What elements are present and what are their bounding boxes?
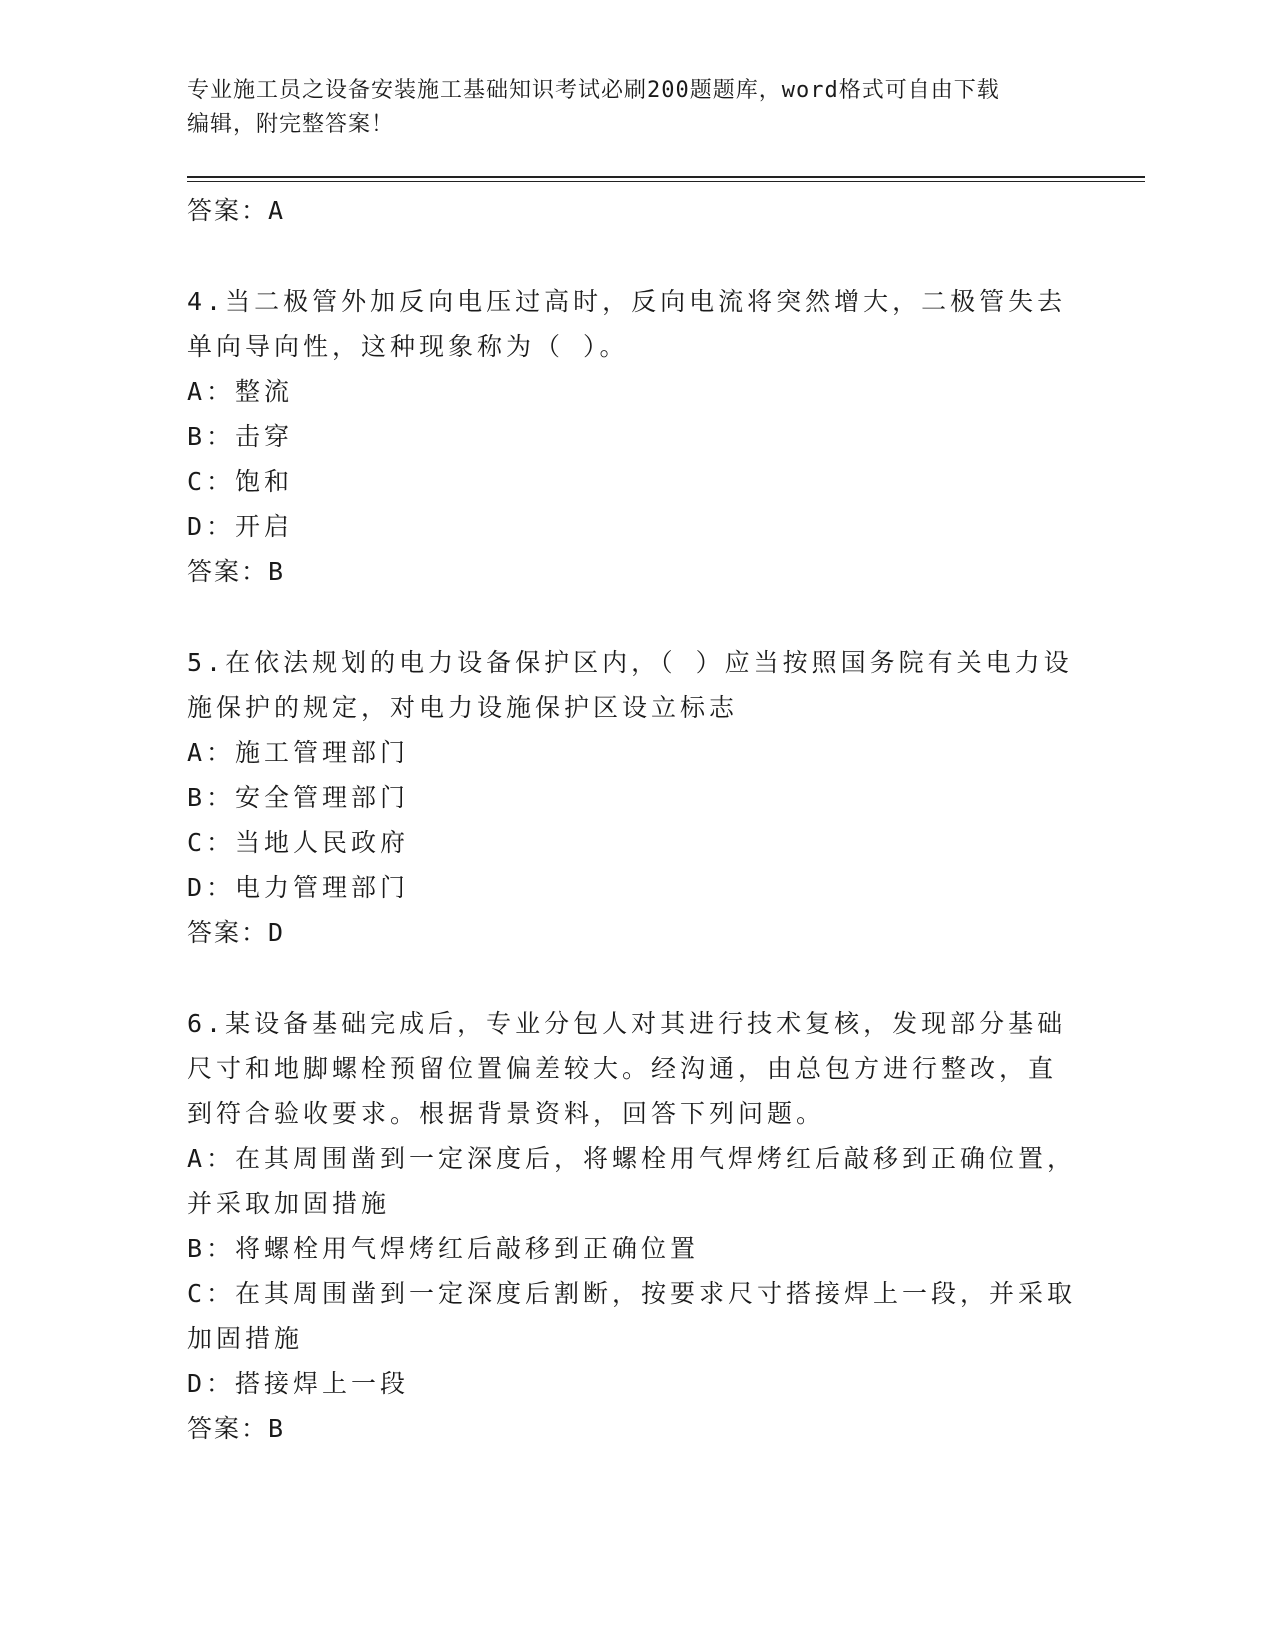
document-header <box>187 74 1067 142</box>
answer-label: 答案： <box>187 196 269 225</box>
option-d: D：电力管理部门 <box>187 873 410 902</box>
question-text-line: 5.在依法规划的电力设备保护区内，（ ）应当按照国务院有关电力设 <box>187 648 1073 677</box>
option-a: A：整流 <box>187 377 294 406</box>
header-divider-thick <box>187 176 1145 178</box>
option-c: C：当地人民政府 <box>187 828 410 857</box>
question-text-line: 到符合验收要求。根据背景资料，回答下列问题。 <box>187 1099 826 1128</box>
answer-label: 答案： <box>187 918 269 947</box>
answer <box>187 549 1067 594</box>
question-text-line: 尺寸和地脚螺栓预留位置偏差较大。经沟通，由总包方进行整改，直 <box>187 1054 1058 1083</box>
answer-value: B <box>268 1414 288 1443</box>
option-b: B：击穿 <box>187 422 294 451</box>
answer-value: D <box>268 918 288 947</box>
answer-value: A <box>268 196 288 225</box>
question-text-line: 4.当二极管外加反向电压过高时，反向电流将突然增大，二极管失去 <box>187 287 1067 316</box>
question-text-line: 6.某设备基础完成后，专业分包人对其进行技术复核，发现部分基础 <box>187 1009 1067 1038</box>
answer <box>187 1406 1067 1451</box>
header-divider-thin <box>187 181 1145 182</box>
option-d: D：开启 <box>187 512 294 541</box>
answer <box>187 910 1067 955</box>
question-5 <box>187 640 1073 955</box>
question-text-line: 施保护的规定，对电力设施保护区设立标志 <box>187 693 739 722</box>
option-c: C：在其周围凿到一定深度后割断，按要求尺寸搭接焊上一段，并采取 <box>187 1279 1077 1308</box>
option-b: B：将螺栓用气焊烤红后敲移到正确位置 <box>187 1234 700 1263</box>
answer-label: 答案： <box>187 1414 269 1443</box>
answer-label: 答案： <box>187 557 269 586</box>
option-a: A：施工管理部门 <box>187 738 410 767</box>
question-text-line: 单向导向性，这种现象称为（ ）。 <box>187 332 629 361</box>
answer-value: B <box>268 557 288 586</box>
question-list <box>187 188 1077 1451</box>
option-d: D：搭接焊上一段 <box>187 1369 410 1398</box>
header-line-2: 编辑，附完整答案！ <box>187 112 395 137</box>
option-b: B：安全管理部门 <box>187 783 410 812</box>
option-c: C：饱和 <box>187 467 294 496</box>
option-c-continued: 加固措施 <box>187 1324 304 1353</box>
prev-answer <box>187 188 1067 233</box>
question-4 <box>187 279 1067 594</box>
header-line-1: 专业施工员之设备安装施工基础知识考试必刷200题题库，word格式可自由下载 <box>187 78 1000 103</box>
option-a: A：在其周围凿到一定深度后，将螺栓用气焊烤红后敲移到正确位置， <box>187 1144 1077 1173</box>
question-6 <box>187 1001 1077 1451</box>
option-a-continued: 并采取加固措施 <box>187 1189 391 1218</box>
